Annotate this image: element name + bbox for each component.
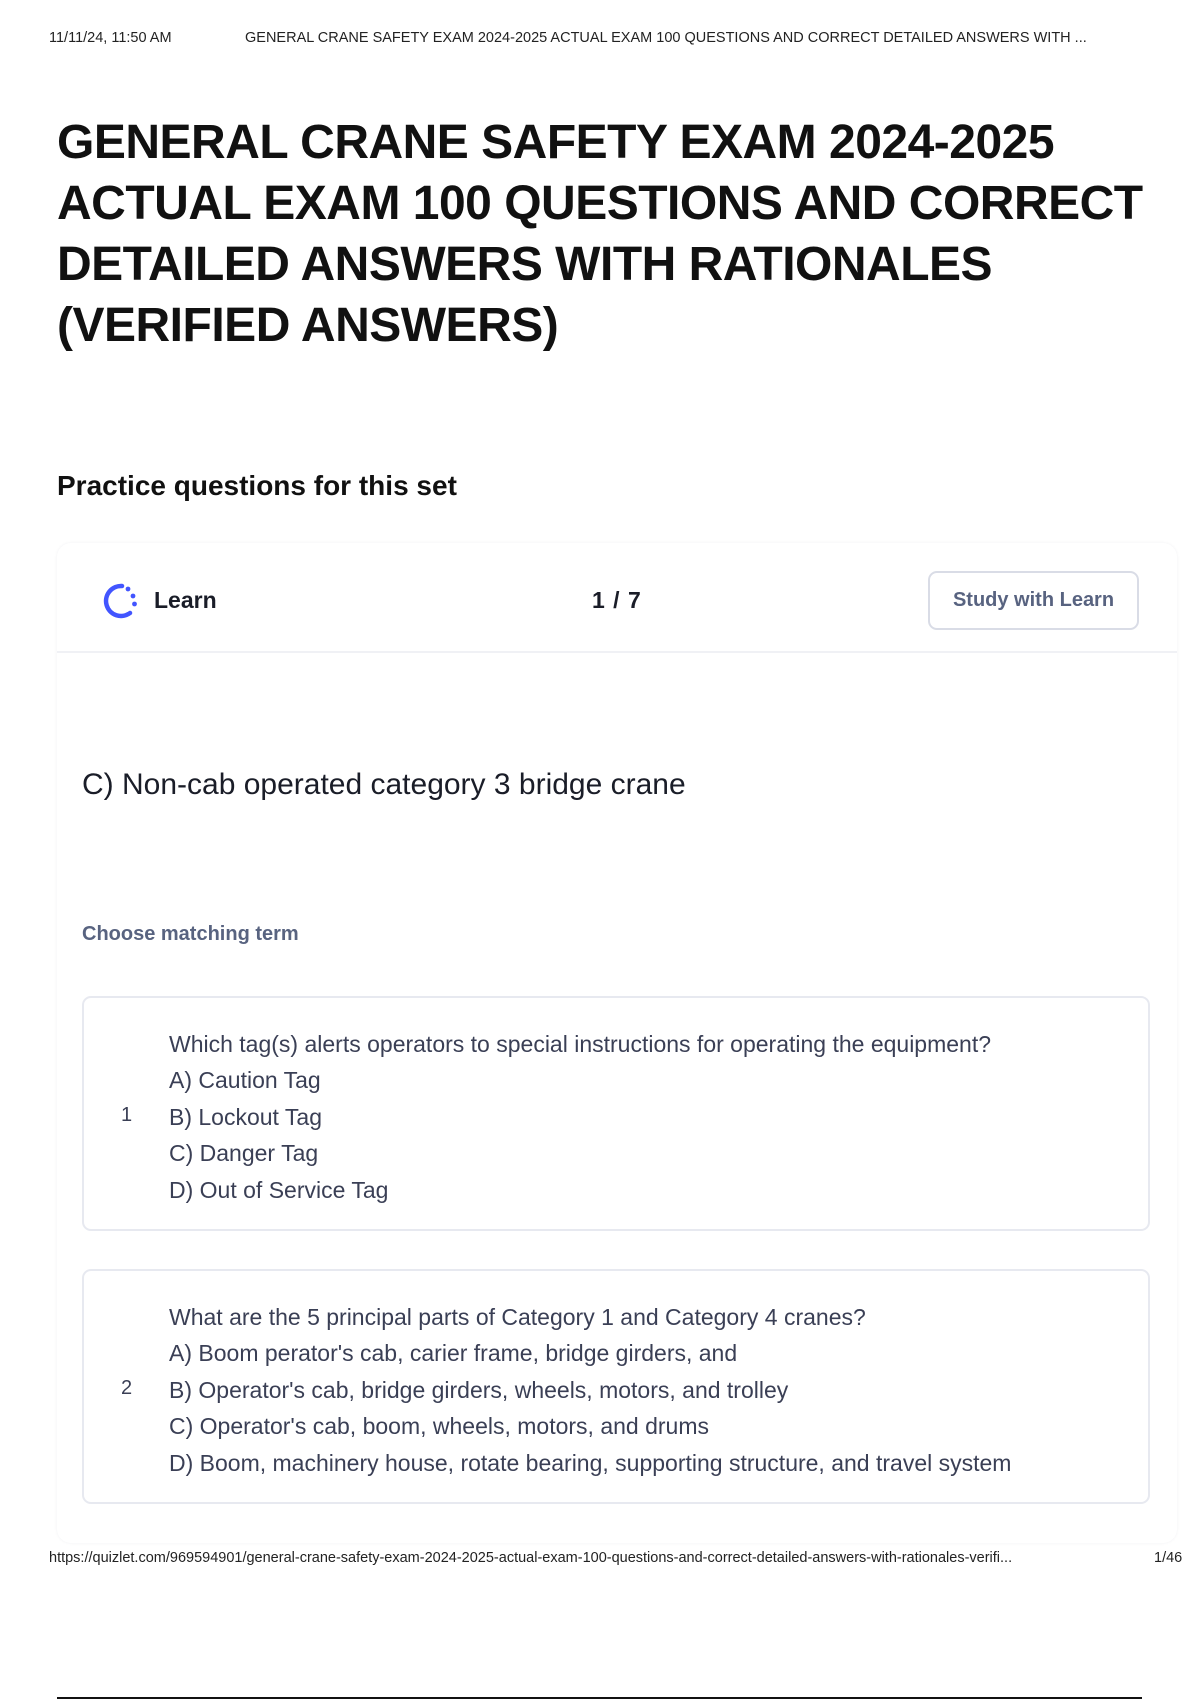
learn-spinner-icon xyxy=(97,580,139,622)
page-title: GENERAL CRANE SAFETY EXAM 2024-2025 ACTUAL EXAM 100 QUESTIONS AND CORRECT DETAILED ANSWERS WITH RATIONALES (VERIFIED ANSWERS) xyxy=(57,116,1143,352)
option-line: B) Operator's cab, bridge girders, wheels, motors, and trolley xyxy=(169,1376,789,1403)
page-number: 1/46 xyxy=(1154,1550,1183,1566)
option-line: B) Lockout Tag xyxy=(169,1103,323,1130)
option-number: 2 xyxy=(121,1377,133,1399)
print-header xyxy=(49,30,1174,50)
option-line: C) Operator's cab, boom, wheels, motors, and drums xyxy=(169,1413,709,1440)
question-prompt: C) Non-cab operated category 3 bridge crane xyxy=(82,768,686,801)
option-number: 1 xyxy=(121,1104,133,1126)
progress-counter: 1 / 7 xyxy=(592,587,642,613)
answer-option[interactable] xyxy=(82,1269,1150,1504)
option-text xyxy=(169,1026,991,1208)
option-line: D) Out of Service Tag xyxy=(169,1176,389,1203)
section-title: Practice questions for this set xyxy=(57,470,457,501)
option-line: C) Danger Tag xyxy=(169,1140,319,1167)
option-line: Which tag(s) alerts operators to special instructions for operating the equipment? xyxy=(169,1031,992,1057)
learn-mode-label: Learn xyxy=(154,587,217,613)
bottom-divider xyxy=(57,1697,1142,1699)
option-line: What are the 5 principal parts of Category 1 and Category 4 cranes? xyxy=(169,1304,866,1330)
print-document-title: GENERAL CRANE SAFETY EXAM 2024-2025 ACTUAL EXAM 100 QUESTIONS AND CORRECT DETAILED ANSWERS WITH ... xyxy=(245,30,1087,46)
print-datetime: 11/11/24, 11:50 AM xyxy=(49,30,172,46)
learn-card xyxy=(57,543,1177,1543)
print-footer xyxy=(49,1550,1184,1570)
print-url: https://quizlet.com/969594901/general-crane-safety-exam-2024-2025-actual-exam-100-questions-and-correct-detailed-answers-with-rationales-verifi... xyxy=(49,1550,1013,1566)
answer-option[interactable] xyxy=(82,996,1150,1231)
option-line: D) Boom, machinery house, rotate bearing, supporting structure, and travel system xyxy=(169,1449,1012,1476)
learn-toolbar xyxy=(57,543,1177,653)
option-line: A) Boom perator's cab, carier frame, bridge girders, and xyxy=(169,1340,738,1367)
option-text xyxy=(169,1299,1011,1481)
choose-matching-term-label: Choose matching term xyxy=(82,923,299,945)
study-with-learn-button[interactable]: Study with Learn xyxy=(928,571,1139,630)
option-line: A) Caution Tag xyxy=(169,1067,321,1094)
